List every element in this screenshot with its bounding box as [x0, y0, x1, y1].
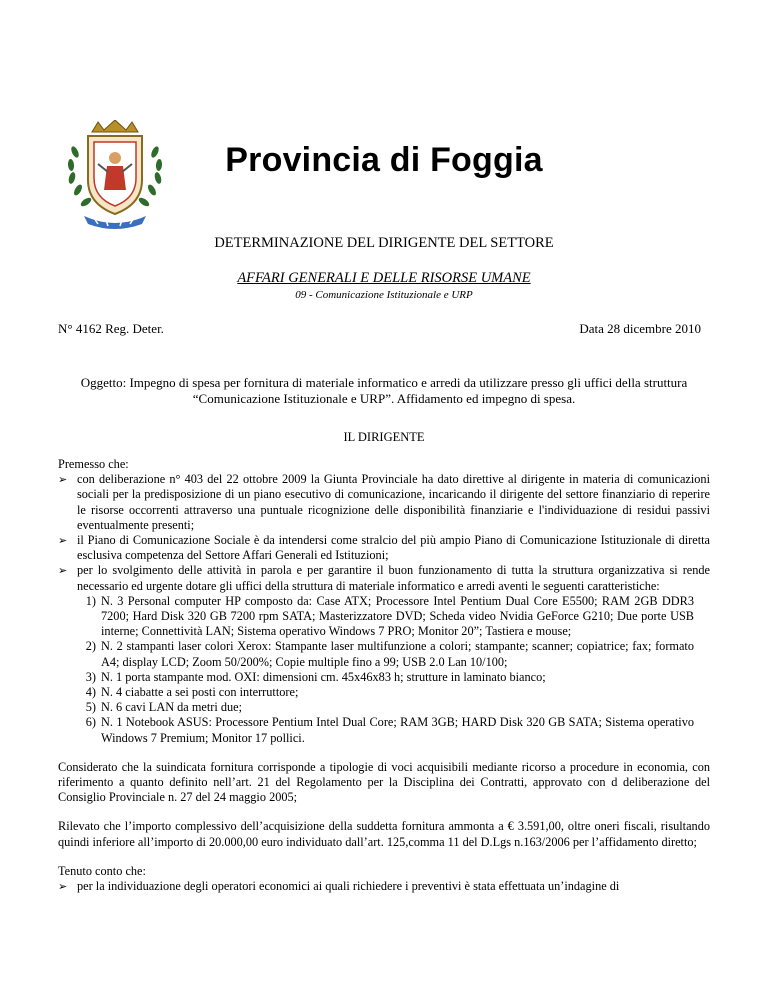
document-date: Data 28 dicembre 2010 — [579, 321, 701, 336]
bullet-item: ➢ con deliberazione n° 403 del 22 ottobre 2009 la Giunta Provinciale ha dato direttive al dirigente in materia di comunicazioni sociali per la predisposizione di un piano esecutivo di comunicazione, incaricando il dirigente del settore finanziario di reperire le risorse occorrenti attraverso una puntuale ricognizione delle disponibilità finanziarie e l'individuazione di residui passivi eventualmente presenti; — [58, 472, 710, 532]
subject-line-2: “Comunicazione Istituzionale e URP”. Affidamento ed impegno di spesa. — [192, 391, 576, 406]
tenuto-intro: Tenuto conto che: — [58, 863, 146, 878]
list-item: 5) N. 6 cavi LAN da metri due; — [85, 700, 243, 715]
equipment-list — [58, 594, 710, 746]
subsector-name: 09 - Comunicazione Istituzionale e URP — [295, 289, 473, 301]
list-item: 4) N. 4 ciabatte a sei posti con interruttore; — [85, 685, 299, 700]
list-item: 3) N. 1 porta stampante mod. OXI: dimensioni cm. 45x46x83 h; strutture in laminato bianco; — [85, 669, 546, 684]
bullet-item: ➢ per lo svolgimento delle attività in parola e per garantire il buon funzionamento di tutta la struttura organizzativa si rende necessario ed urgente dotare gli uffici della struttura di materiale informatico e arredi aventi le seguenti caratteristiche: — [58, 563, 710, 593]
arrow-bullet-icon: ➢ — [58, 473, 68, 487]
determination-title: DETERMINAZIONE DEL DIRIGENTE DEL SETTORE — [214, 235, 554, 251]
registration-number: N° 4162 Reg. Deter. — [58, 321, 164, 336]
rilevato-paragraph: Rilevato che l’importo complessivo dell’acquisizione della suddetta fornitura ammonta a € 3.591,00, oltre oneri fiscali, risultando quindi inferiore all’importo di 20.000,00 euro individuato dall’art. 125,comma 11 del D.Lgs n.163/2006 per l’affidamento diretto; — [58, 819, 710, 849]
section-heading: IL DIRIGENTE — [343, 430, 425, 444]
organization-title: Provincia di Foggia — [225, 141, 543, 179]
subject — [60, 375, 708, 407]
arrow-bullet-icon: ➢ — [58, 564, 68, 578]
list-item: 2) N. 2 stampanti laser colori Xerox: Stampante laser multifunzione a colori; stampante; scanner; copiatrice; fax; formato A4; display LCD; Zoom 50/200%; Copie multiple fino a 99; USB 2.0 Lan 10/100; — [85, 639, 694, 669]
arrow-bullet-icon: ➢ — [58, 534, 68, 548]
subject-line-1: Oggetto: Impegno di spesa per fornitura di materiale informatico e arredi da utilizzare presso gli uffici della struttura — [80, 375, 688, 390]
considerato-paragraph: Considerato che la suindicata fornitura corrisponde a tipologie di voci acquisibili mediante ricorso a procedure in economia, con riferimento a quanto definito nell’art. 21 del Regolamento per la Disciplina dei Contratti, approvato con d deliberazione del Consiglio Provinciale n. 27 del 24 maggio 2005; — [58, 759, 710, 805]
bullet-item: ➢ il Piano di Comunicazione Sociale è da intendersi come stralcio del più ampio Piano di Comunicazione Istituzionale di diretta esclusiva competenza del Settore Affari Generali ed Istituzioni; — [58, 533, 710, 563]
bullet-item: ➢ per la individuazione degli operatori economici ai quali richiedere i preventivi è stata effettuata un’indagine di — [58, 879, 620, 894]
list-item: 6) N. 1 Notebook ASUS: Processore Pentium Intel Dual Core; RAM 3GB; HARD Disk 320 GB SATA; Sistema operativo Windows 7 Premium; Monitor 17 pollici. — [85, 715, 694, 745]
premesso-intro: Premesso che: — [58, 457, 129, 471]
sector-name: AFFARI GENERALI E DELLE RISORSE UMANE — [237, 270, 531, 286]
document-body — [58, 457, 710, 894]
arrow-bullet-icon: ➢ — [58, 880, 68, 894]
list-item: 1) N. 3 Personal computer HP composto da: Case ATX; Processore Intel Pentium Dual Core E5500; RAM 2GB DDR3 7200; Hard Disk 320 GB 7200 rpm SATA; Masterizzatore DVD; Scheda video Nvidia GeForce G210; Due porte USB interne; Connettività LAN; Sistema operativo Windows 7 PRO; Monitor 20”; Tastiera e mouse; — [85, 593, 694, 639]
